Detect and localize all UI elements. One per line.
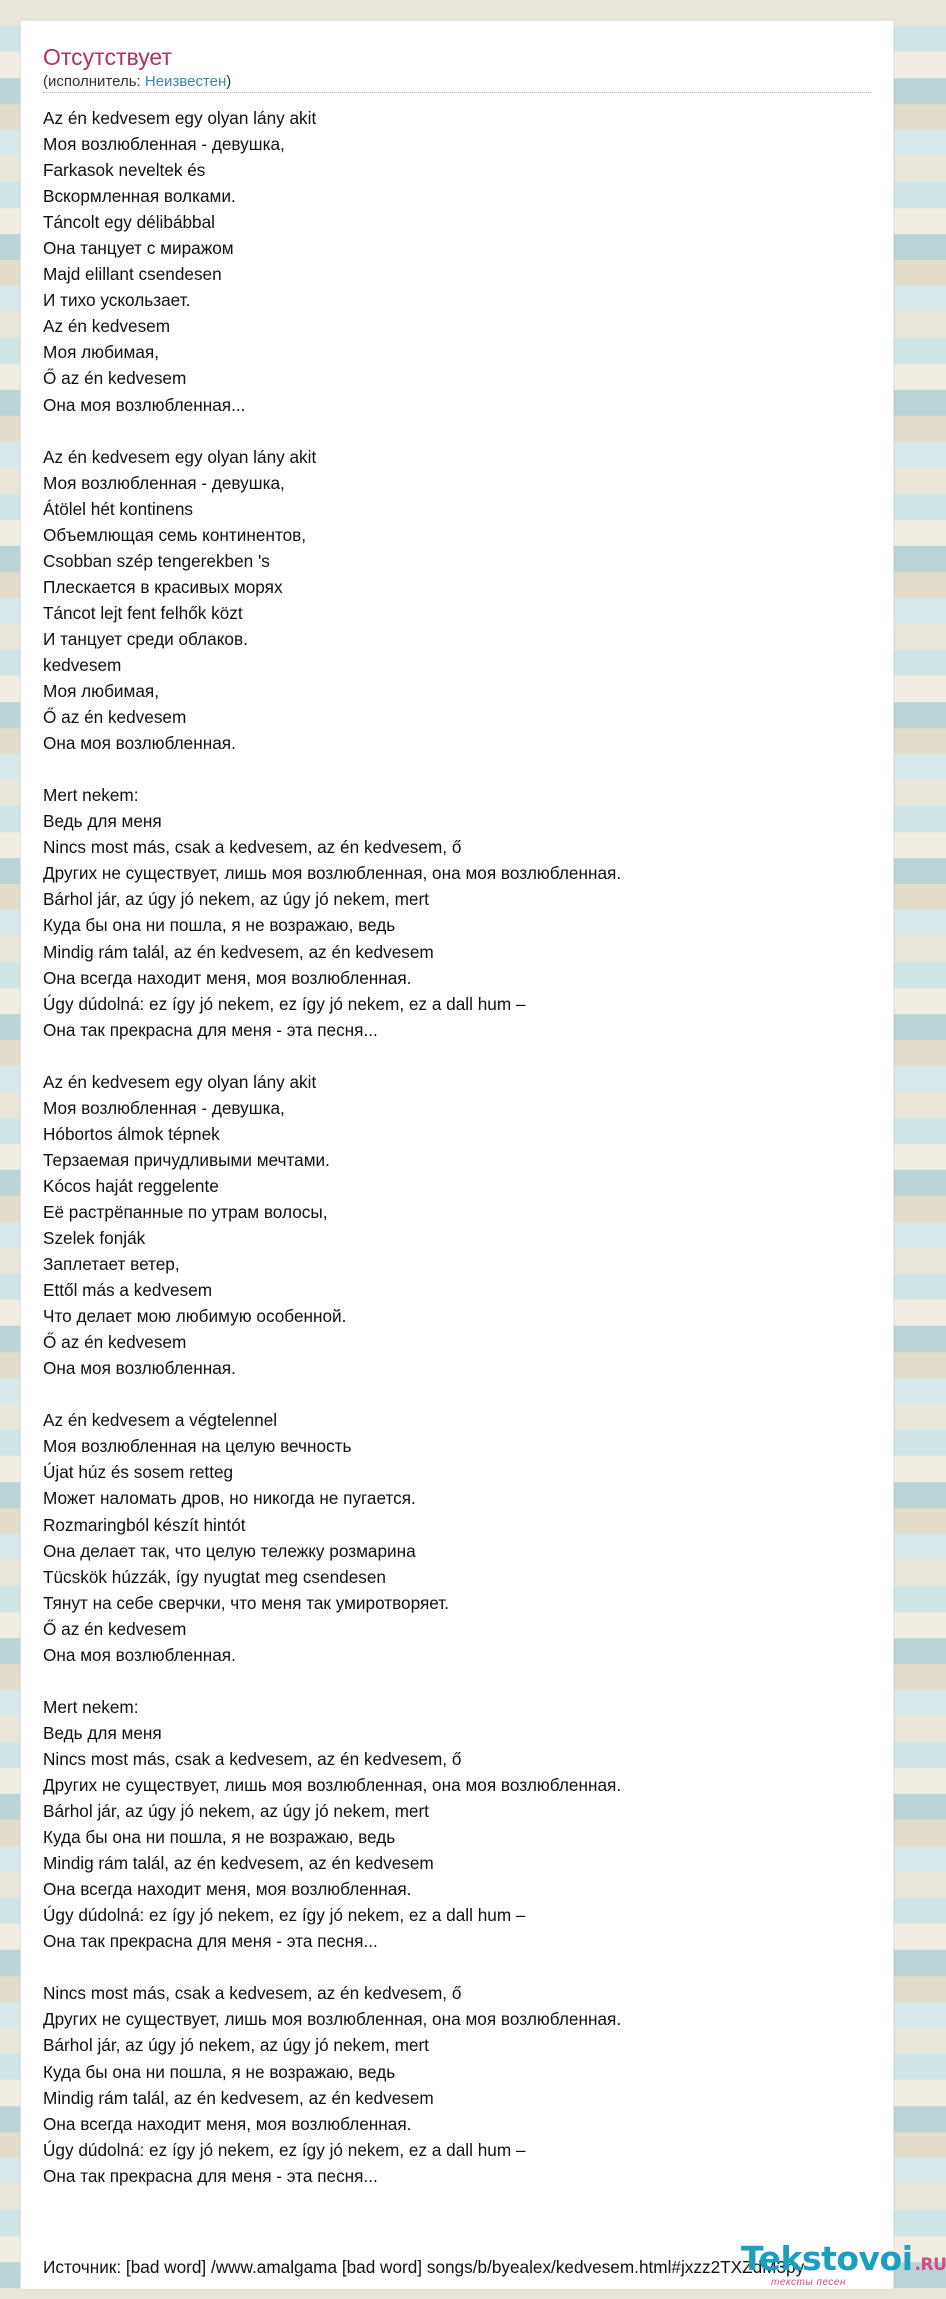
lyric-line: Заплетает ветер, [43,1254,180,1275]
lyrics-text [43,105,883,2189]
lyric-line: Вскормленная волками. [43,186,236,207]
artist-suffix: ) [226,73,232,90]
stanza-break [43,1381,883,1407]
stanza-break [43,418,883,444]
lyric-line: Она моя возлюбленная... [43,394,246,415]
lyric-line: Она моя возлюбленная. [43,733,236,754]
lyric-line: Других не существует, лишь моя возлюбленная, она моя возлюбленная. [43,2009,622,2030]
lyric-line: Rozmaringból készít hintót [43,1514,246,1535]
lyric-line: Она моя возлюбленная. [43,1644,236,1665]
lyric-line: Az én kedvesem a végtelennel [43,1410,278,1431]
lyric-line: Szelek fonják [43,1228,146,1249]
stanza-break [43,1043,883,1069]
lyric-line: Átölel hét kontinens [43,498,194,519]
lyric-line: Куда бы она ни пошла, я не возражаю, ведь [43,915,396,936]
lyric-line: Az én kedvesem egy olyan lány akit [43,446,317,467]
lyric-line: Плескается в красивых морях [43,576,283,597]
site-logo[interactable] [741,2239,946,2299]
lyric-line: Az én kedvesem egy olyan lány akit [43,108,317,128]
lyric-line: Ő az én kedvesem [43,1618,187,1639]
lyric-line: Mindig rám talál, az én kedvesem, az én kedvesem [43,941,434,962]
lyric-line: Nincs most más, csak a kedvesem, az én kedvesem, ő [43,1983,462,2004]
lyric-line: kedvesem [43,654,122,675]
lyric-line: Mindig rám talál, az én kedvesem, az én kedvesem [43,2087,434,2108]
stanza-break [43,1954,883,1980]
lyric-line: Bárhol jár, az úgy jó nekem, az úgy jó nekem, mert [43,889,429,910]
stanza-break [43,1668,883,1694]
lyric-line: Куда бы она ни пошла, я не возражаю, ведь [43,2061,396,2082]
lyric-line: Úgy dúdolná: ez így jó nekem, ez így jó nekem, ez a dall hum – [43,1905,526,1926]
lyric-line: Других не существует, лишь моя возлюбленная, она моя возлюбленная. [43,1775,622,1795]
lyric-line: Ő az én kedvesem [43,707,187,728]
lyric-line: Bárhol jár, az úgy jó nekem, az úgy jó nekem, mert [43,2035,429,2056]
lyric-line: Mindig rám talál, az én kedvesem, az én kedvesem [43,1853,434,1874]
lyric-line: Моя любимая, [43,681,159,702]
lyric-line: Nincs most más, csak a kedvesem, az én kedvesem, ő [43,1748,462,1769]
lyric-line: Она всегда находит меня, моя возлюбленная. [43,1879,412,1900]
lyric-line: Других не существует, лишь моя возлюбленная, она моя возлюбленная. [43,863,622,884]
lyric-line: Csobban szép tengerekben 's [43,550,270,571]
lyric-line: Majd elillant csendesen [43,264,222,285]
lyric-line: Моя возлюбленная - девушка, [43,472,285,493]
lyric-line: Hóbortos álmok tépnek [43,1123,220,1144]
logo-tagline: тексты песен [771,2277,846,2288]
lyric-line: Она всегда находит меня, моя возлюбленная. [43,967,412,988]
artist-prefix: (исполнитель: [43,73,145,90]
lyric-line: Она делает так, что целую тележку розмарина [43,1540,416,1561]
lyric-line: Моя любимая, [43,342,159,363]
lyrics-panel [20,20,946,2289]
lyric-line: Она так прекрасна для меня - эта песня... [43,1019,378,1040]
lyric-line: Моя возлюбленная на целую вечность [43,1436,352,1457]
lyric-line: Куда бы она ни пошла, я не возражаю, ведь [43,1827,396,1848]
lyric-line: Kócos haját reggelente [43,1175,219,1196]
lyric-line: Она танцует с миражом [43,238,234,259]
lyric-line: Ő az én kedvesem [43,1332,187,1353]
lyric-line: Что делает мою любимую особенной. [43,1306,347,1327]
lyric-line: Она моя возлюбленная. [43,1358,236,1379]
song-title: Отсутствует [43,44,172,70]
lyric-line: Az én kedvesem [43,316,171,337]
lyric-line: Ведь для меня [43,811,162,832]
lyric-line: Терзаемая причудливыми мечтами. [43,1149,330,1170]
stanza-break [43,756,883,782]
lyric-line: Ő az én kedvesem [43,368,187,389]
lyric-line: Она так прекрасна для меня - эта песня... [43,1931,378,1952]
lyric-line: Farkasok neveltek és [43,160,206,181]
lyric-line: Ведь для меня [43,1722,162,1743]
lyric-line: Táncot lejt fent felhők közt [43,602,243,623]
lyric-line: Моя возлюбленная - девушка, [43,1097,285,1118]
lyric-line: Её растрёпанные по утрам волосы, [43,1201,328,1222]
lyric-line: Она всегда находит меня, моя возлюбленная. [43,2113,412,2134]
artist-line [43,73,231,91]
lyric-line: Объемлющая семь континентов, [43,524,307,545]
lyric-line: Újat húz és sosem retteg [43,1462,234,1483]
lyric-line: Ettől más a kedvesem [43,1280,213,1301]
title-divider [43,92,871,93]
lyric-line: Úgy dúdolná: ez így jó nekem, ez így jó nekem, ez a dall hum – [43,2139,526,2160]
logo-name: Tekstovoi [741,2239,913,2278]
lyric-line: Úgy dúdolná: ez így jó nekem, ez így jó nekem, ez a dall hum – [43,993,526,1014]
lyric-line: И танцует среди облаков. [43,628,248,649]
artist-link[interactable]: Неизвестен [144,73,227,90]
source-line: Источник: [bad word] /www.amalgama [bad word] songs/b/byealex/kedvesem.html#jxzz2TXZdM3py [43,2257,805,2277]
lyric-line: Может наломать дров, но никогда не пугается. [43,1488,416,1509]
lyric-line: Tücskök húzzák, így nyugtat meg csendesen [43,1566,386,1587]
lyric-line: Bárhol jár, az úgy jó nekem, az úgy jó nekem, mert [43,1801,429,1822]
logo-tld: .RU [914,2255,946,2275]
lyric-line: Моя возлюбленная - девушка, [43,134,285,155]
lyric-line: Mert nekem: [43,1696,139,1717]
lyric-line: Nincs most más, csak a kedvesem, az én kedvesem, ő [43,837,462,858]
lyric-line: Тянут на себе сверчки, что меня так умиротворяет. [43,1592,450,1613]
lyric-line: И тихо ускользает. [43,290,191,311]
lyric-line: Táncolt egy délibábbal [43,212,215,233]
lyric-line: Az én kedvesem egy olyan lány akit [43,1071,317,1092]
lyric-line: Mert nekem: [43,785,139,806]
lyric-line: Она так прекрасна для меня - эта песня... [43,2165,378,2186]
